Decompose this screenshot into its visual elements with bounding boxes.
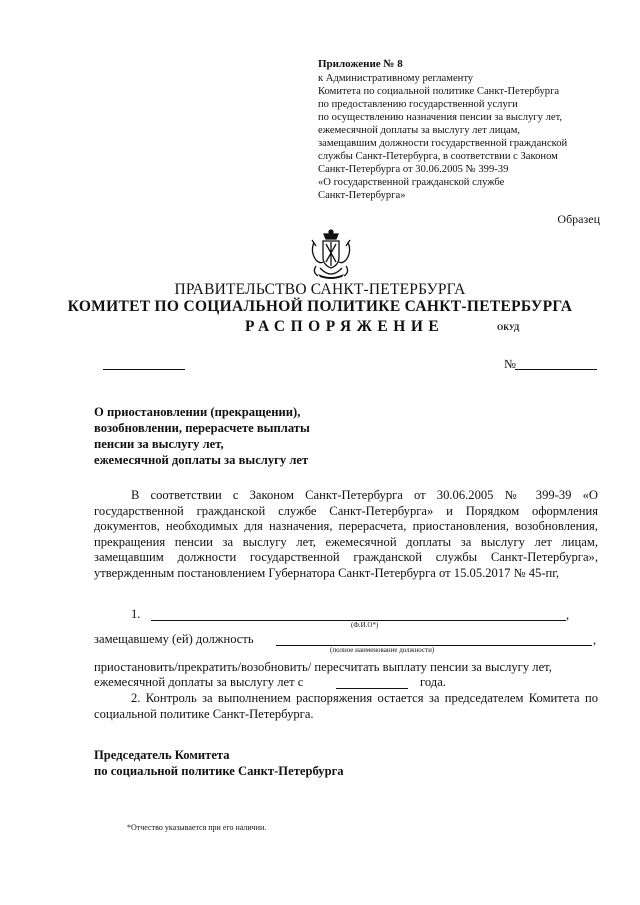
appendix-line: Санкт-Петербурга» [318, 190, 406, 201]
action-line2: ежемесячной доплаты за выслугу лет с [94, 675, 304, 689]
subject-line: пенсии за выслугу лет, [94, 437, 224, 451]
appendix-line: Комитета по социальной политике Санкт-Петербурга [318, 86, 560, 97]
preamble-text: В соответствии с Законом Санкт-Петербурга от 30.06.2005 № 399-39 «О государственной гражданской службе Санкт-Петербурга» и Порядком оформления документов, необходимых для назначения, перерасчета, приостановления, возобновления, прекращения пенсии за выслугу лет, ежемесячной доплаты за выслугу лет лицам, замещавшим должности государственной гражданской службы Санкт-Петербурга», утвержденным постановлением Губернатора Санкт-Петербурга от 15.05.2017 № 45-пг, [94, 488, 598, 580]
footnote: *Отчество указывается при его наличии. [127, 823, 267, 832]
appendix-line: к Административному регламенту [318, 73, 474, 84]
item1-number: 1. [131, 607, 141, 621]
start-date-field[interactable] [336, 688, 408, 689]
subject-line: возобновлении, перерасчете выплаты [94, 421, 310, 435]
fio-caption: (Ф.И.О*) [351, 621, 379, 629]
year-word: года. [420, 675, 446, 689]
appendix-block [318, 58, 567, 202]
item2 [94, 691, 598, 722]
document-type: РАСПОРЯЖЕНИЕ [245, 318, 445, 335]
signature-line2: по социальной политике Санкт-Петербурга [94, 764, 344, 778]
okud-label: ОКУД [497, 323, 520, 332]
action-text: приостановить/прекратить/возобновить/ пересчитать выплату пенсии за выслугу лет, [94, 660, 552, 674]
position-caption: (полное наименование должности) [330, 646, 435, 654]
subject-line: ежемесячной доплаты за выслугу лет [94, 453, 309, 467]
coat-of-arms-icon [306, 228, 356, 280]
sample-label: Образец [557, 212, 600, 226]
subject-block [94, 404, 310, 468]
government-title: ПРАВИТЕЛЬСТВО САНКТ-ПЕТЕРБУРГА [174, 281, 466, 298]
appendix-line: по предоставлению государственной услуги [318, 99, 518, 110]
number-field[interactable] [515, 369, 597, 370]
position-label: замещавшему (ей) должность [94, 632, 254, 646]
number-label: № [504, 357, 516, 371]
committee-title: КОМИТЕТ ПО СОЦИАЛЬНОЙ ПОЛИТИКЕ САНКТ-ПЕТЕРБУРГА [67, 298, 573, 315]
appendix-line: по осуществлению назначения пенсии за выслугу лет, [318, 112, 563, 123]
date-field[interactable] [103, 369, 185, 370]
comma: , [566, 608, 570, 622]
appendix-heading: Приложение № 8 [318, 58, 403, 70]
appendix-line: Санкт-Петербурга от 30.06.2005 № 399-39 [318, 164, 509, 175]
appendix-line: «О государственной гражданской службе [318, 177, 505, 188]
signature-line1: Председатель Комитета [94, 748, 230, 762]
appendix-line: службы Санкт-Петербурга, в соответствии с Законом [318, 151, 558, 162]
appendix-line: замещавшим должности государственной гражданской [318, 138, 568, 149]
preamble [94, 488, 598, 582]
comma: , [593, 633, 597, 647]
signature-block [94, 747, 344, 779]
item2-text: 2. Контроль за выполнением распоряжения остается за председателем Комитета по социальной политике Санкт-Петербурга. [94, 691, 598, 721]
appendix-line: ежемесячной доплаты за выслугу лет лицам, [318, 125, 521, 136]
subject-line: О приостановлении (прекращении), [94, 405, 301, 419]
